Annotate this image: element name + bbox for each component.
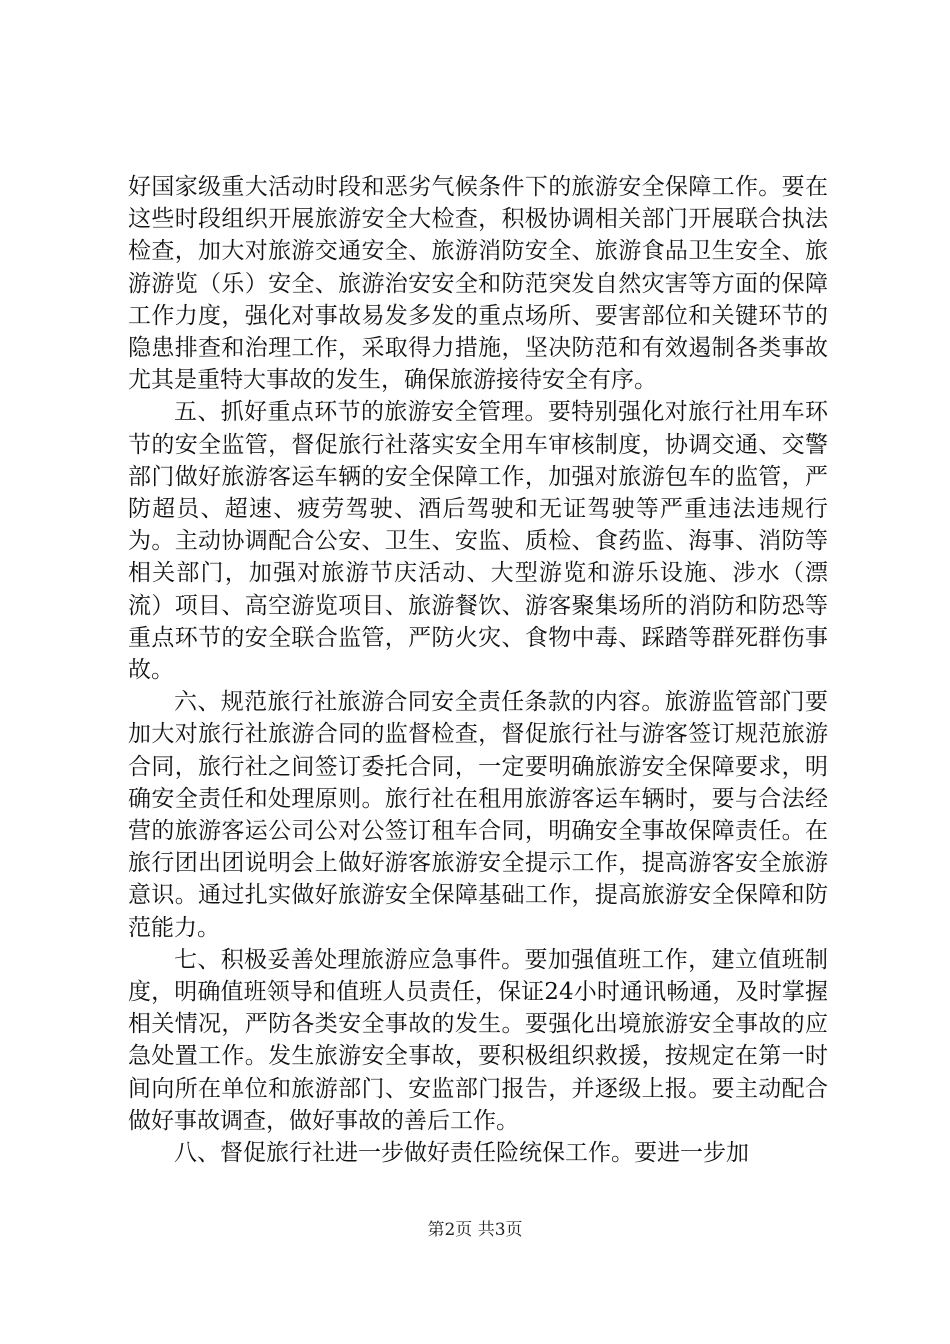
paragraph-continuation: 好国家级重大活动时段和恶劣气候条件下的旅游安全保障工作。要在这些时段组织开展旅游安全大检查，积极协调相关部门开展联合执法检查，加大对旅游交通安全、旅游消防安全、旅游食品卫生安全、旅游游览（乐）安全、旅游治安安全和防范突发自然灾害等方面的保障工作力度，强化对事故易发多发的重点场所、要害部位和关键环节的隐患排查和治理工作，采取得力措施，坚决防范和有效遏制各类事故尤其是重特大事故的发生，确保旅游接待安全有序。 — [128, 174, 828, 394]
paragraph-section-7: 七、积极妥善处理旅游应急事件。要加强值班工作，建立值班制度，明确值班领导和值班人员责任，保证24小时通讯畅通，及时掌握相关情况，严防各类安全事故的发生。要强化出境旅游安全事故的应急处置工作。发生旅游安全事故，要积极组织救援，按规定在第一时间向所在单位和旅游部门、安监部门报告，并逐级上报。要主动配合做好事故调查，做好事故的善后工作。 — [128, 946, 828, 1134]
paragraph-section-8: 八、督促旅行社进一步做好责任险统保工作。要进一步加 — [174, 1140, 749, 1167]
page-number-footer: 第2页 共3页 — [427, 1220, 523, 1240]
document-body — [128, 171, 828, 1169]
paragraph-section-6: 六、规范旅行社旅游合同安全责任条款的内容。旅游监管部门要加大对旅行社旅游合同的监督检查，督促旅行社与游客签订规范旅游合同，旅行社之间签订委托合同，一定要明确旅游安全保障要求，明确安全责任和处理原则。旅行社在租用旅游客运车辆时，要与合法经营的旅游客运公司公对公签订租车合同，明确安全事故保障责任。在旅行团出团说明会上做好游客旅游安全提示工作，提高游客安全旅游意识。通过扎实做好旅游安全保障基础工作，提高旅游安全保障和防范能力。 — [128, 689, 828, 941]
paragraph-section-5: 五、抓好重点环节的旅游安全管理。要特别强化对旅行社用车环节的安全监管，督促旅行社落实安全用车审核制度，协调交通、交警部门做好旅游客运车辆的安全保障工作，加强对旅游包车的监管，严防超员、超速、疲劳驾驶、酒后驾驶和无证驾驶等严重违法违规行为。主动协调配合公安、卫生、安监、质检、食药监、海事、消防等相关部门，加强对旅游节庆活动、大型游览和游乐设施、涉水（漂流）项目、高空游览项目、旅游餐饮、游客聚集场所的消防和防恐等重点环节的安全联合监管，严防火灾、食物中毒、踩踏等群死群伤事故。 — [128, 399, 828, 684]
